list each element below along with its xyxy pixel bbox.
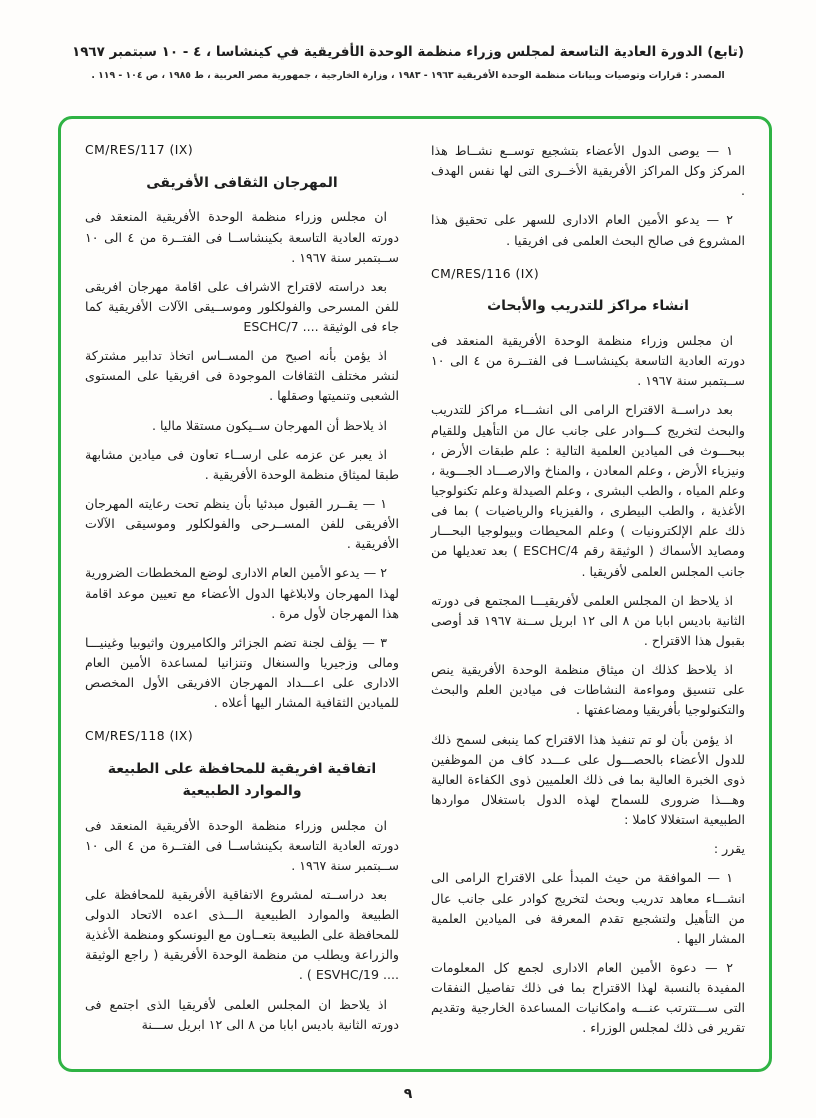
res118-paragraph: بعد دراســته لمشروع الاتفاقية الأفريقية للمحافظة على الطبيعة والموارد الطبيعية الـــذى اعده الاتحاد الدولى للمحافظة على الطبيعة بتعــاون مع اليونسكو ومنظمة الأغذية والزراعة ويطلب من منظمة الوحدة الأفريقية ( راجع الوثيقة .... ESVHC/19 ) .: [85, 886, 399, 983]
intro-paragraph-2: ٢ — يدعو الأمين العام الادارى للسهر على تحقيق هذا المشروع فى صالح البحث العلمى فى افريقيا .: [431, 212, 745, 248]
res116-decides-label: يقرر :: [713, 841, 745, 857]
resolution-title-117: المهرجان الثقافى الأفريقى: [146, 174, 338, 191]
resolution-code-116: CM/RES/116 (IX): [431, 266, 540, 281]
two-column-layout: [85, 141, 745, 1051]
resolution-code-118: CM/RES/118 (IX): [85, 729, 194, 744]
resolution-code-117: CM/RES/117 (IX): [85, 143, 194, 157]
res116-paragraph: ١ — الموافقة من حيث المبدأ على الاقتراح الرامى الى انشـــاء معاهد تدريب وبحث لتخريج كوادر على جانب عال من التأهيل ولتشجيع تقدم المعرفة فى الميادين العلمية المشار اليها .: [431, 870, 745, 946]
res117-paragraph: اذ يؤمن بأنه اصبح من المســاس اتخاذ تدابير مشتركة لنشر مختلف الثقافات الموجودة فى افريقيا على المستوى الشعبى وتنميتها وصقلها .: [85, 348, 399, 404]
res117-paragraph: ٢ — يدعو الأمين العام الادارى لوضع المخططات الضرورية لهذا المهرجان ولابلاغها الدول الأعضاء مع تعيين موعد اقامة هذا المهرجان لأول مرة .: [85, 565, 399, 621]
resolution-title-118: اتفاقية افريقية للمحافظة على الطبيعة والموارد الطبيعية: [107, 761, 377, 799]
res117-paragraph: ان مجلس وزراء منظمة الوحدة الأفريقية المنعقد فى دورته العادية التاسعة بكينشاســا فى الفتــرة من ٤ الى ١٠ ســبتمبر سنة ١٩٦٧ .: [85, 209, 400, 265]
column-left: [85, 141, 399, 1051]
document-header: [0, 0, 816, 81]
res117-paragraph: اذ يلاحظ أن المهرجان ســيكون مستقلا ماليا .: [151, 417, 387, 433]
res117-paragraph: بعد دراسته لاقتراح الاشراف على اقامة مهرجان افريقى للفن المسرحى والفولكلور وموســيقى الآلات الأفريقية كما جاء فى الوثيقة .... ESCHC/7: [85, 278, 399, 335]
res116-paragraph: بعد دراســة الاقتراح الرامى الى انشـــاء مراكز للتدريب والبحث لتخريج كـــوادر على جانب عال من التأهيل وللقيام ببحـــوث فى الميادين العلمية التالية : علم طبقات الأرض ، ونيزياء الأرض ، وعلم المعادن ، والمناخ والارصـــاد الجـــوية ، وعلم المياه ، والطب البشرى ، وعلم الصيدلة وعلم تكنولوجيا الأغذية ، والطب البيطرى ، والفيزياء والرياضيات ) بما فى ذلك علم الإلكترونيات ) وعلم المحيطات وبيولوجيا البحـــار ومصايد الأسماك ( الوثيقة رقم ESCHC/4 ) بعد تعديلها من جانب المجلس العلمى لأفريقيا .: [431, 402, 745, 579]
res116-paragraph: ان مجلس وزراء منظمة الوحدة الأفريقية المنعقد فى دورته العادية التاسعة بكينشاســا فى الفتــرة من ٤ الى ١٠ ســبتمبر سنة ١٩٦٧ .: [431, 333, 746, 389]
content-frame: [58, 116, 772, 1072]
res116-paragraph: اذ يلاحظ ان المجلس العلمى لأفريقيـــا المجتمع فى دورته الثانية باديس ابابا من ٨ الى ١٢ ابريل ســنة ١٩٦٧ قد أوصى بقبول هذا الاقتراح .: [431, 592, 745, 649]
resolution-title-116: انشاء مراكز للتدريب والأبحاث: [487, 298, 689, 315]
res116-paragraph: اذ يلاحظ كذلك ان ميثاق منظمة الوحدة الأفريقية ينص على تنسيق ومواءمة النشاطات فى ميادين العلم والبحث والتكنولوجيا بأفريقيا ومضاعفتها .: [431, 662, 745, 718]
res116-paragraph: ٢ — دعوة الأمين العام الادارى لجمع كل المعلومات المفيدة بالنسبة لهذا الاقتراح بما فى ذلك تفاصيل النفقات التى ســـتترتب عنـــه وامكانيات المساعدة الخارجية وتقديم تقرير فى ذلك لمجلس الوزراء .: [431, 960, 745, 1036]
header-title: (تابع) الدورة العادية التاسعة لمجلس وزراء منظمة الوحدة الأفريقية في كينشاسا ، ٤ - ١٠ سبتمبر ١٩٦٧: [71, 44, 745, 60]
res117-paragraph: ١ — يقــرر القبول مبدئيا بأن ينظم تحت رعايته المهرجان الأفريقى للفن المســرحى والفولكلور وموسيقى الآلات الأفريقية .: [85, 496, 399, 552]
res116-paragraph: اذ يؤمن بأن لو تم تنفيذ هذا الاقتراح كما ينبغى لسمح ذلك للدول الأعضاء بالحصـــول على عـــدد كاف من الموظفين ذوى الخبرة العالية بما فى ذلك العلميين ذوى الكفاءة العالية وهـــذا ضرورى للسماح لهذه الدول باستغلال مواردها الطبيعية استغلالا كاملا :: [431, 731, 745, 828]
page-number: ٩: [403, 1086, 413, 1102]
intro-paragraph-1: ١ — يوصى الدول الأعضاء بتشجيع توســع نشــاط هذا المركز وكل المراكز الأفريقية الأخــرى التى لها نفس الهدف .: [431, 143, 745, 199]
res118-paragraph: ان مجلس وزراء منظمة الوحدة الأفريقية المنعقد فى دورته العادية التاسعة بكينشاســا فى الفتــرة من ٤ الى ١٠ ســبتمبر سنة ١٩٦٧ .: [85, 817, 400, 873]
header-source-line: المصدر : قرارات وتوصيات وبيانات منظمة الوحدة الأفريقية ١٩٦٣ - ١٩٨٣ ، وزارة الخارجية ، جمهورية مصر العربية ، ط ١٩٨٥ ، ص ١٠٤ - ١١٩ .: [91, 70, 725, 81]
res118-paragraph: اذ يلاحظ ان المجلس العلمى لأفريقيا الذى اجتمع فى دورته الثانية باديس ابابا من ٨ الى ١٢ ابريل ســـنة: [85, 996, 399, 1032]
column-right: [431, 141, 745, 1051]
res117-paragraph: اذ يعبر عن عزمه على ارســاء تعاون فى ميادين مشابهة طبقا لميثاق منظمة الوحدة الأفريقية .: [85, 446, 399, 482]
res117-paragraph: ٣ — يؤلف لجنة تضم الجزائر والكاميرون واثيوبيا وغينيـــا ومالى وزجيريا والسنغال وتنزانيا لمساعدة الأمين العام الادارى على اعـــداد المهرجان الافريقى الأول المخصص للميادين الثقافية المشار اليها أعلاه .: [85, 634, 399, 711]
